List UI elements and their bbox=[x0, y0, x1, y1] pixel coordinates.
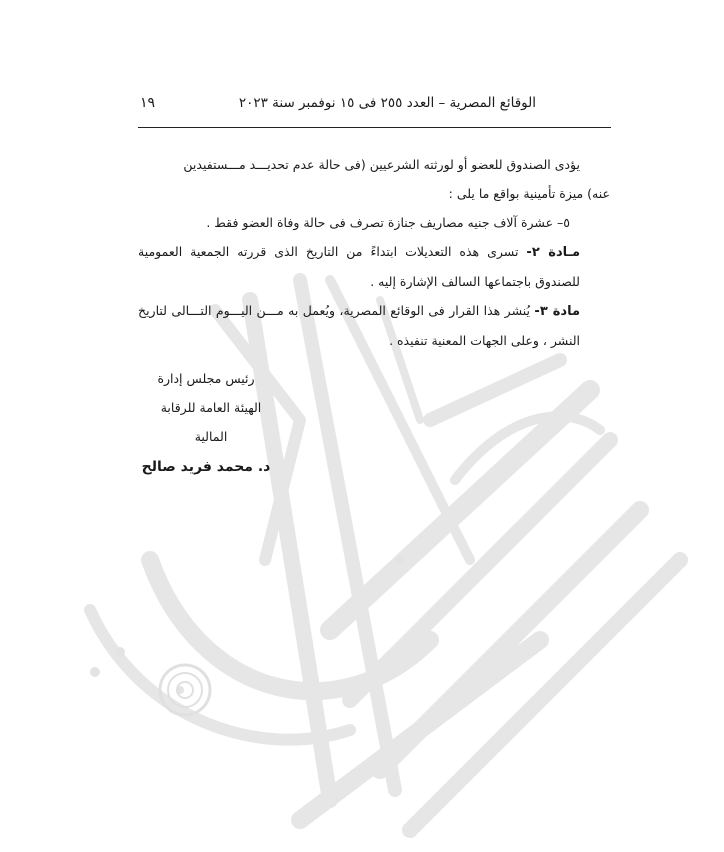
signatory-title: رئيس مجلس إدارة bbox=[157, 371, 255, 386]
page-header bbox=[138, 95, 610, 115]
gazette-title: الوقائع المصرية – العدد ٢٥٥ فى ١٥ نوفمبر سنة ٢٠٢٣ bbox=[238, 95, 536, 111]
signatory-name: د. محمد فريد صالح bbox=[141, 459, 271, 475]
page-number: ١٩ bbox=[140, 95, 156, 111]
article-3-label: مادة ٣- bbox=[534, 304, 580, 319]
document-body bbox=[138, 150, 610, 355]
paragraph-funeral-expenses: ٥– عشرة آلاف جنيه مصاريف جنازة تصرف فى حالة وفاة العضو فقط . bbox=[206, 215, 570, 230]
paragraph-benefit-line2: عنه) ميزة تأمينية بواقع ما يلى : bbox=[448, 186, 610, 201]
article-2-label: مـادة ٢- bbox=[526, 245, 580, 260]
article-2 bbox=[138, 237, 610, 296]
article-2-text: تسرى هذه التعديلات ابتداءً من التاريخ الذى قررته الجمعية العمومية للصندوق باجتماعها السالف الإشارة إليه . bbox=[138, 244, 580, 289]
header-rule bbox=[138, 127, 611, 128]
article-3-text: يُنشر هذا القرار فى الوقائع المصرية، ويُعمل به مـــن اليـــوم التـــالى لتاريخ النشر ، وعلى الجهات المعنية تنفيذه . bbox=[138, 303, 580, 348]
paragraph-benefit-line1: يؤدى الصندوق للعضو أو لورثته الشرعيين (فى حالة عدم تحديـــد مـــستفيدين bbox=[183, 157, 580, 172]
signatory-organization: الهيئة العامة للرقابة المالية bbox=[160, 400, 262, 444]
article-3 bbox=[138, 296, 610, 355]
signature-block bbox=[136, 364, 276, 482]
